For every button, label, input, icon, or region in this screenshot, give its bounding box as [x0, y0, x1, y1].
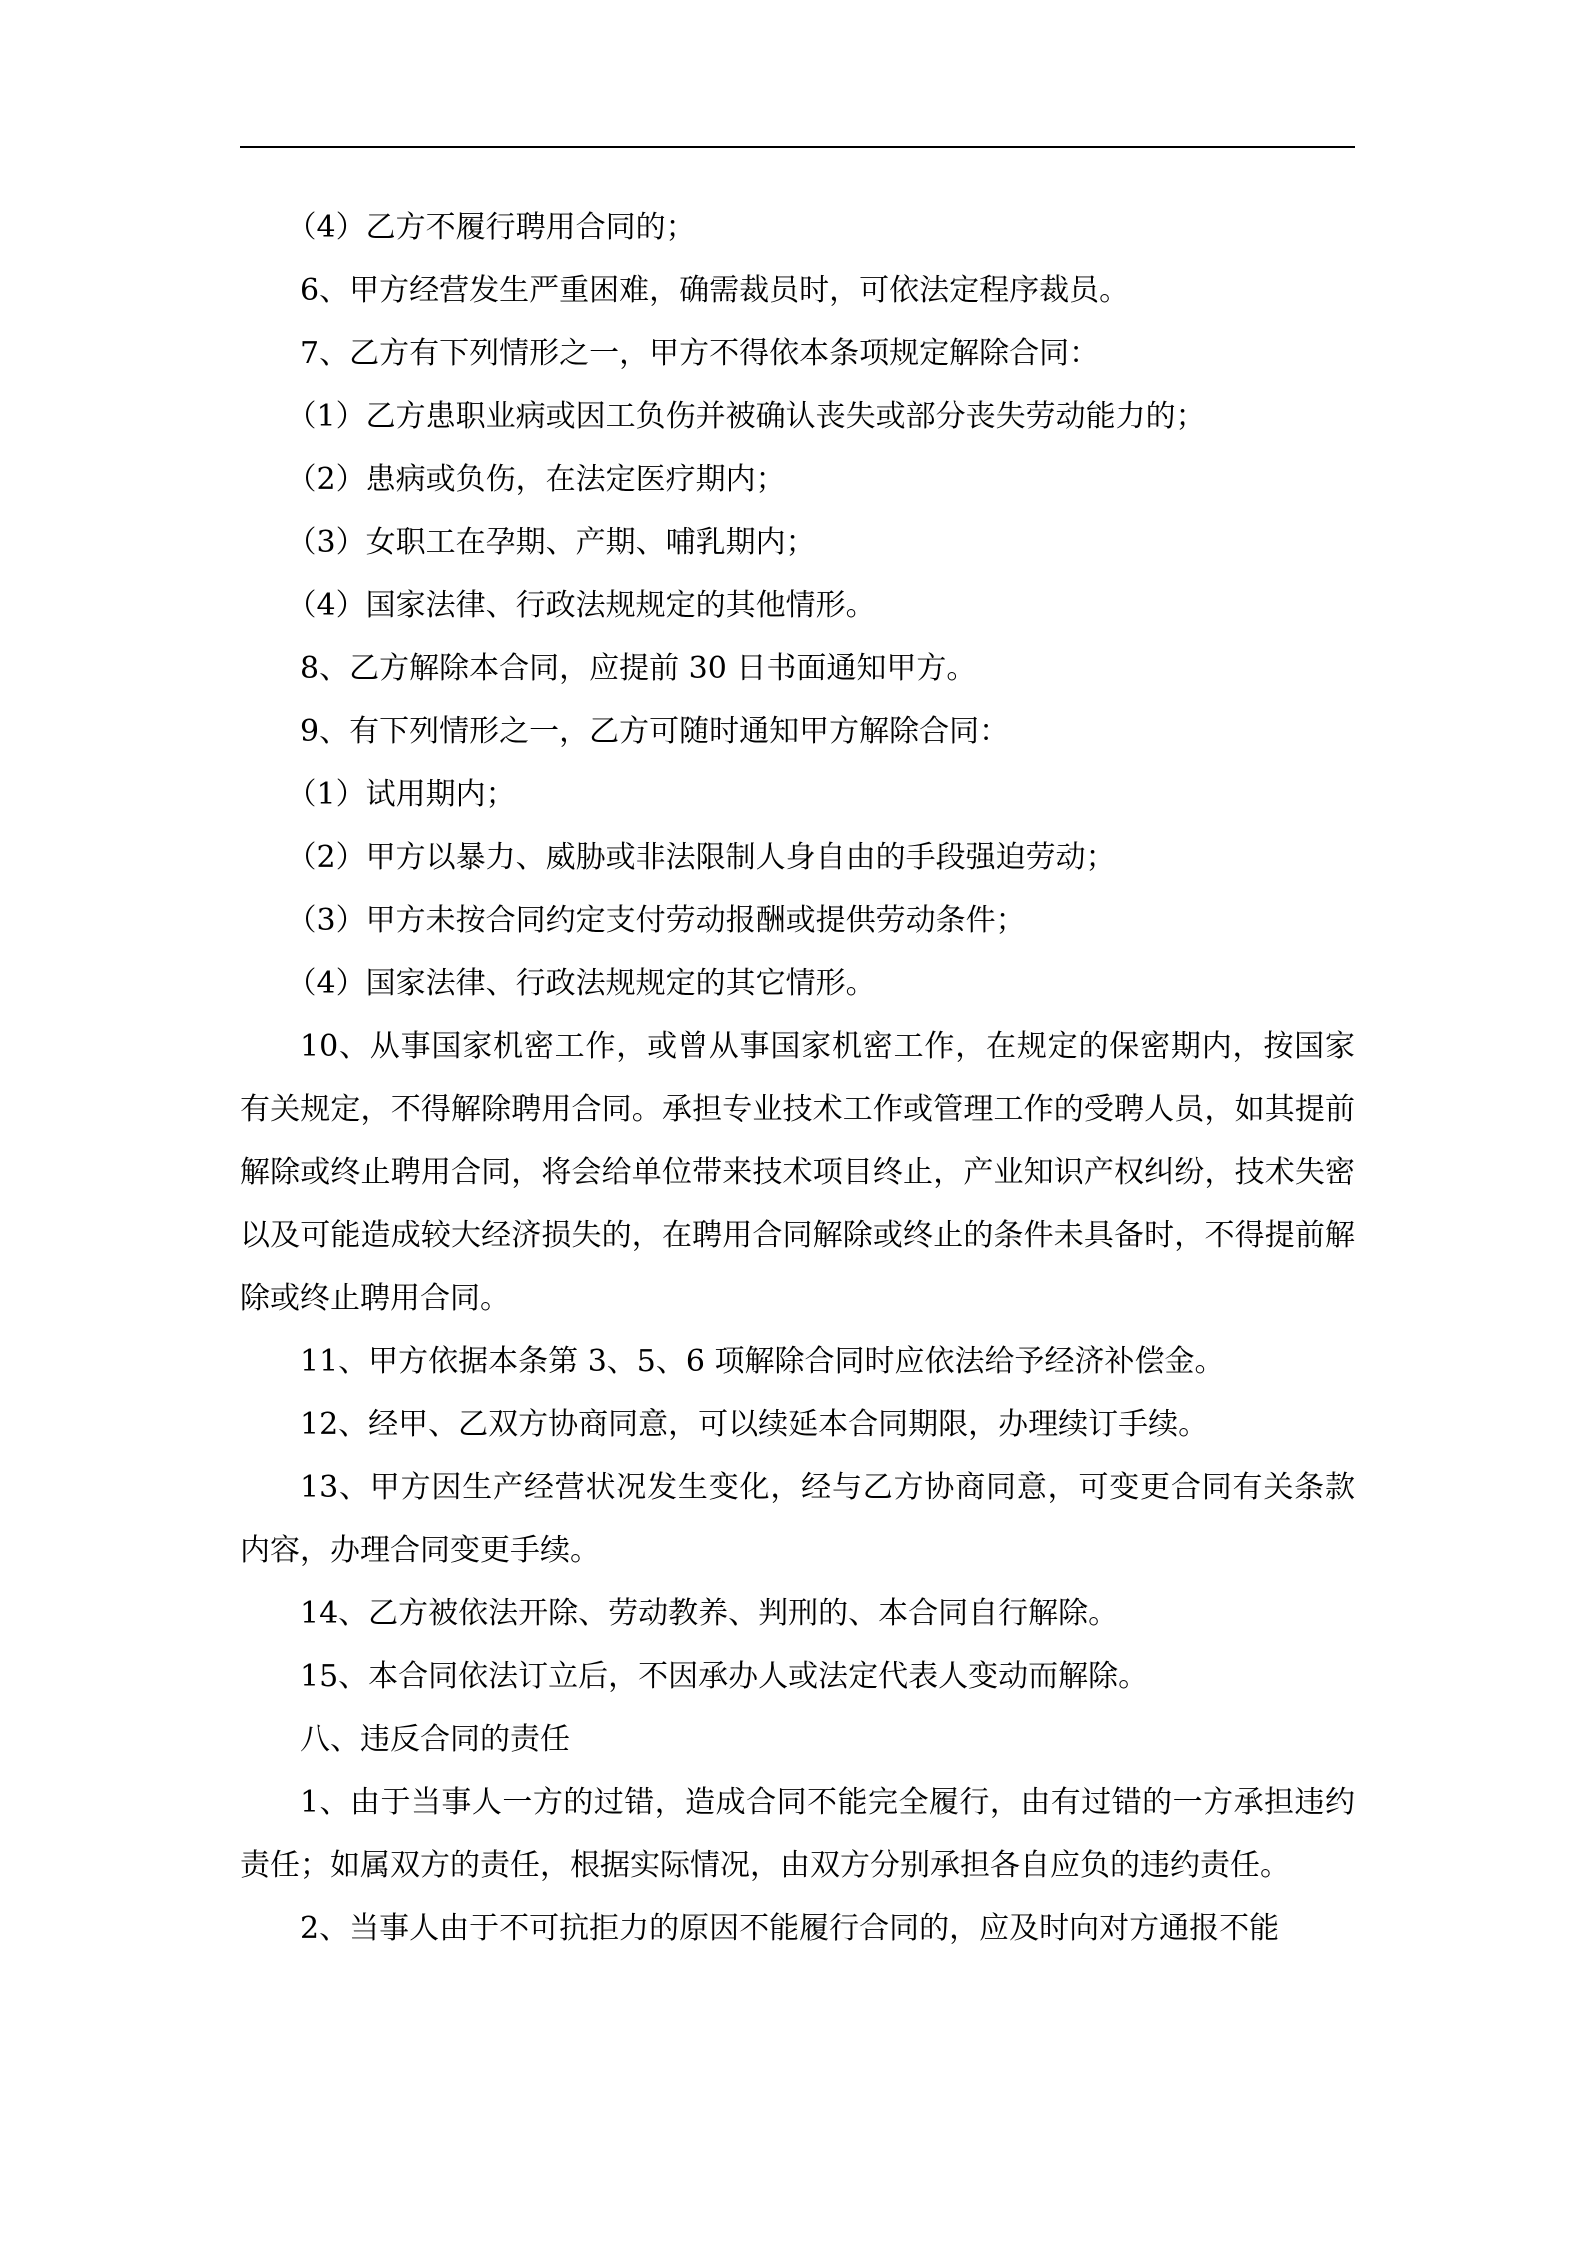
paragraph: 14、乙方被依法开除、劳动教养、判刑的、本合同自行解除。 — [300, 1596, 1119, 1631]
paragraph: 11、甲方依据本条第 3、5、6 项解除合同时应依法给予经济补偿金。 — [300, 1344, 1225, 1379]
paragraph: 9、有下列情形之一，乙方可随时通知甲方解除合同： — [300, 714, 1010, 749]
paragraph: （1）试用期内； — [286, 777, 516, 812]
paragraph: 2、当事人由于不可抗拒力的原因不能履行合同的，应及时向对方通报不能 — [300, 1911, 1280, 1946]
paragraph: （4）国家法律、行政法规规定的其它情形。 — [286, 966, 876, 1001]
paragraph: （2）甲方以暴力、威胁或非法限制人身自由的手段强迫劳动； — [286, 840, 1116, 875]
paragraph: 15、本合同依法订立后，不因承办人或法定代表人变动而解除。 — [300, 1659, 1149, 1694]
paragraph: 1、由于当事人一方的过错，造成合同不能完全履行，由有过错的一方承担违约责任；如属双方的责任，根据实际情况，由双方分别承担各自应负的违约责任。 — [240, 1785, 1355, 1883]
paragraph: 12、经甲、乙双方协商同意，可以续延本合同期限，办理续订手续。 — [300, 1407, 1209, 1442]
paragraph: 8、乙方解除本合同，应提前 30 日书面通知甲方。 — [300, 651, 977, 686]
paragraph: （1）乙方患职业病或因工负伤并被确认丧失或部分丧失劳动能力的； — [286, 399, 1206, 434]
paragraph: 7、乙方有下列情形之一，甲方不得依本条项规定解除合同： — [300, 336, 1100, 371]
header-rule — [240, 146, 1355, 148]
paragraph: 13、甲方因生产经营状况发生变化，经与乙方协商同意，可变更合同有关条款内容，办理合同变更手续。 — [240, 1470, 1355, 1568]
paragraph: （2）患病或负伤，在法定医疗期内； — [286, 462, 786, 497]
paragraph: （3）女职工在孕期、产期、哺乳期内； — [286, 525, 816, 560]
paragraph: （4）乙方不履行聘用合同的； — [286, 210, 696, 245]
paragraph: 6、甲方经营发生严重困难，确需裁员时，可依法定程序裁员。 — [300, 273, 1130, 308]
document-body — [240, 196, 1355, 1960]
paragraph: 10、从事国家机密工作，或曾从事国家机密工作，在规定的保密期内，按国家有关规定，不得解除聘用合同。承担专业技术工作或管理工作的受聘人员，如其提前解除或终止聘用合同，将会给单位带来技术项目终止，产业知识产权纠纷，技术失密以及可能造成较大经济损失的，在聘用合同解除或终止的条件未具备时，不得提前解除或终止聘用合同。 — [240, 1029, 1355, 1316]
paragraph: （3）甲方未按合同约定支付劳动报酬或提供劳动条件； — [286, 903, 1026, 938]
section-heading: 八、违反合同的责任 — [300, 1722, 570, 1757]
paragraph: （4）国家法律、行政法规规定的其他情形。 — [286, 588, 876, 623]
